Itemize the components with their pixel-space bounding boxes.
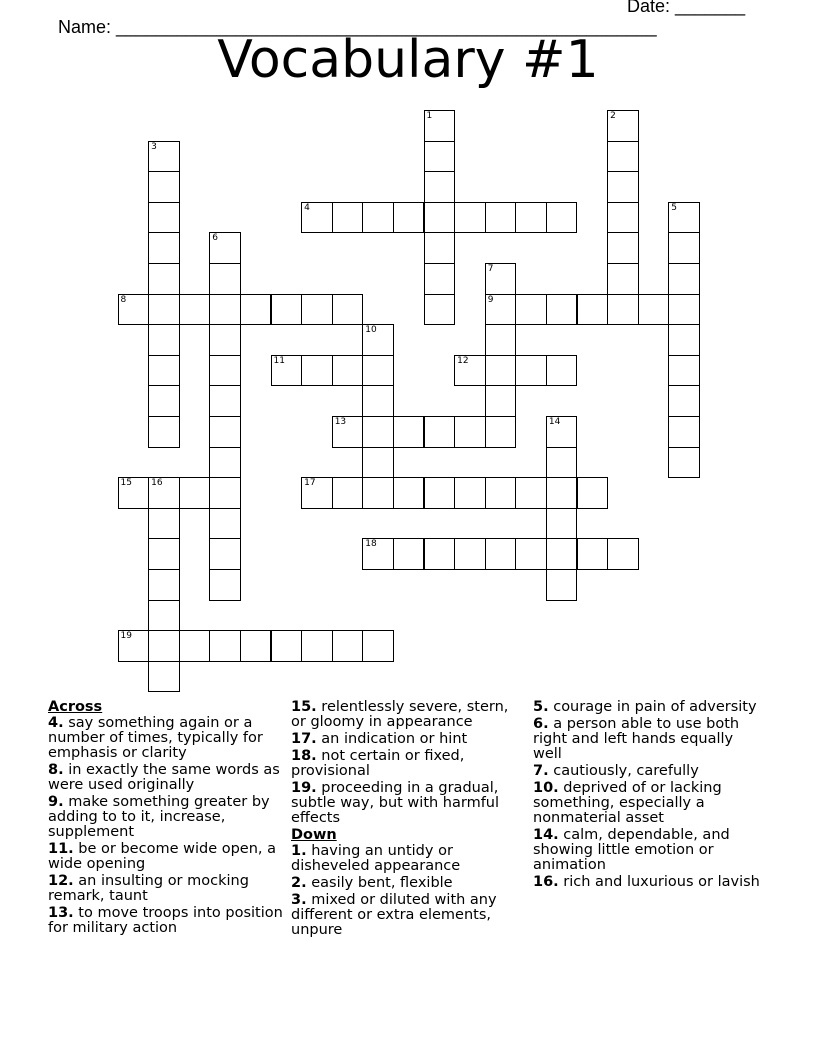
grid-cell[interactable]: [301, 630, 333, 662]
clue-number: 1: [426, 111, 433, 121]
grid-cell[interactable]: [485, 538, 517, 570]
grid-cell[interactable]: [209, 447, 241, 479]
grid-cell[interactable]: [424, 416, 456, 448]
grid-cell[interactable]: [209, 263, 241, 295]
grid-cell[interactable]: [638, 294, 670, 326]
clue-across-18: 18. not certain or fixed, provisional: [291, 748, 465, 779]
down-heading: Down: [291, 827, 337, 843]
grid-cell[interactable]: [332, 416, 364, 448]
grid-cell[interactable]: [240, 630, 272, 662]
grid-cell[interactable]: [393, 477, 425, 509]
grid-cell[interactable]: [485, 477, 517, 509]
clue-down-14: 14. calm, dependable, and showing little emotion or animation: [533, 827, 730, 873]
clue-number: 7: [487, 264, 494, 274]
date-line[interactable]: Date: _______: [627, 0, 746, 16]
clue-down-7: 7. cautiously, carefully: [533, 763, 699, 779]
clue-down-5: 5. courage in pain of adversity: [533, 699, 757, 715]
grid-cell[interactable]: [301, 294, 333, 326]
clue-down-2: 2. easily bent, flexible: [291, 875, 453, 891]
grid-cell[interactable]: [148, 630, 180, 662]
grid-cell[interactable]: [577, 477, 609, 509]
grid-cell[interactable]: [668, 232, 700, 264]
grid-cell[interactable]: [668, 202, 700, 234]
grid-cell[interactable]: [209, 385, 241, 417]
grid-cell[interactable]: [424, 171, 456, 203]
grid-cell[interactable]: [546, 569, 578, 601]
clue-number: 15: [120, 478, 132, 489]
grid-cell[interactable]: [179, 630, 211, 662]
grid-cell[interactable]: [424, 294, 456, 326]
grid-cell[interactable]: [607, 171, 639, 203]
grid-cell[interactable]: [148, 324, 180, 356]
grid-cell[interactable]: [668, 263, 700, 295]
grid-cell[interactable]: [209, 630, 241, 662]
grid-cell[interactable]: [454, 477, 486, 509]
grid-cell[interactable]: [362, 324, 394, 356]
clue-column-1: [48, 700, 283, 938]
grid-cell[interactable]: [424, 232, 456, 264]
grid-cell[interactable]: [148, 416, 180, 448]
grid-cell[interactable]: [148, 508, 180, 540]
grid-cell[interactable]: [148, 294, 180, 326]
page-title: Vocabulary #1: [217, 30, 599, 90]
grid-cell[interactable]: [485, 416, 517, 448]
grid-cell[interactable]: [209, 477, 241, 509]
grid-cell[interactable]: [148, 202, 180, 234]
grid-cell[interactable]: [301, 477, 333, 509]
grid-cell[interactable]: [668, 416, 700, 448]
clue-number: 13: [334, 417, 347, 427]
clue-number: 4: [304, 202, 310, 213]
grid-cell[interactable]: [546, 508, 578, 540]
grid-cell[interactable]: [424, 110, 456, 142]
grid-cell[interactable]: [209, 294, 241, 326]
grid-cell[interactable]: [485, 324, 517, 356]
grid-cell[interactable]: [393, 202, 425, 234]
grid-cell[interactable]: [209, 569, 241, 601]
grid-cell[interactable]: [362, 447, 394, 479]
grid-cell[interactable]: [362, 538, 394, 570]
grid-cell[interactable]: [515, 294, 547, 326]
grid-cell[interactable]: [209, 324, 241, 356]
clue-number: 18: [365, 539, 377, 550]
grid-cell[interactable]: [424, 263, 456, 295]
grid-cell[interactable]: [301, 202, 333, 234]
clue-number: 19: [120, 631, 132, 642]
clue-number: 12: [457, 355, 469, 366]
grid-cell[interactable]: [301, 355, 333, 387]
clue-down-16: 16. rich and luxurious or lavish: [533, 874, 760, 890]
grid-cell[interactable]: [668, 447, 700, 479]
grid-cell[interactable]: [546, 538, 578, 570]
grid-cell[interactable]: [332, 630, 364, 662]
clue-number: 3: [151, 141, 157, 152]
clue-number: 16: [151, 478, 163, 489]
grid-cell[interactable]: [118, 477, 150, 509]
grid-cell[interactable]: [424, 141, 456, 173]
grid-cell[interactable]: [332, 477, 364, 509]
clue-down-10: 10. deprived of or lacking something, especially a nonmaterial asset: [533, 780, 722, 826]
grid-cell[interactable]: [148, 263, 180, 295]
grid-cell[interactable]: [668, 294, 700, 326]
grid-cell[interactable]: [607, 294, 639, 326]
clue-across-13: 13. to move troops into position for military action: [48, 905, 283, 936]
grid-cell[interactable]: [209, 508, 241, 540]
grid-cell[interactable]: [485, 355, 517, 387]
grid-cell[interactable]: [148, 661, 180, 693]
clue-down-1: 1. having an untidy or disheveled appearance: [291, 843, 461, 874]
grid-cell[interactable]: [607, 141, 639, 173]
grid-cell[interactable]: [607, 110, 639, 142]
grid-cell[interactable]: [607, 538, 639, 570]
grid-cell[interactable]: [546, 202, 578, 234]
grid-cell[interactable]: [454, 416, 486, 448]
grid-cell[interactable]: [271, 355, 303, 387]
grid-cell[interactable]: [179, 294, 211, 326]
clue-number: 14: [548, 417, 561, 427]
grid-cell[interactable]: [118, 630, 150, 662]
grid-cell[interactable]: [393, 416, 425, 448]
grid-cell[interactable]: [454, 355, 486, 387]
grid-cell[interactable]: [393, 538, 425, 570]
grid-cell[interactable]: [362, 202, 394, 234]
grid-cell[interactable]: [454, 202, 486, 234]
grid-cell[interactable]: [271, 630, 303, 662]
grid-cell[interactable]: [209, 232, 241, 264]
grid-cell[interactable]: [148, 538, 180, 570]
grid-cell[interactable]: [118, 294, 150, 326]
grid-cell[interactable]: [577, 538, 609, 570]
grid-cell[interactable]: [424, 538, 456, 570]
grid-cell[interactable]: [148, 569, 180, 601]
grid-cell[interactable]: [362, 355, 394, 387]
name-line[interactable]: Name: ______________________________________________________: [58, 17, 657, 37]
grid-cell[interactable]: [515, 477, 547, 509]
grid-cell[interactable]: [209, 416, 241, 448]
grid-cell[interactable]: [485, 294, 517, 326]
grid-cell[interactable]: [179, 477, 211, 509]
grid-cell[interactable]: [148, 355, 180, 387]
grid-cell[interactable]: [332, 202, 364, 234]
clue-number: 8: [120, 294, 127, 305]
clue-number: 10: [365, 325, 377, 336]
grid-cell[interactable]: [546, 416, 578, 448]
grid-cell[interactable]: [209, 538, 241, 570]
grid-cell[interactable]: [577, 294, 609, 326]
clue-across-12: 12. an insulting or mocking remark, taunt: [48, 873, 249, 904]
grid-cell[interactable]: [362, 477, 394, 509]
grid-cell[interactable]: [485, 385, 517, 417]
grid-cell[interactable]: [332, 355, 364, 387]
grid-cell[interactable]: [271, 294, 303, 326]
across-heading: Across: [48, 699, 103, 715]
grid-cell[interactable]: [148, 477, 180, 509]
grid-cell[interactable]: [546, 447, 578, 479]
clue-column-3: [533, 700, 763, 892]
grid-cell[interactable]: [515, 355, 547, 387]
grid-cell[interactable]: [209, 355, 241, 387]
grid-cell[interactable]: [607, 232, 639, 264]
clue-number: 5: [671, 202, 678, 213]
clue-number: 17: [304, 478, 316, 489]
clue-across-4: 4. say something again or a number of times, typically for emphasis or clarity: [48, 715, 263, 761]
grid-cell[interactable]: [362, 385, 394, 417]
grid-cell[interactable]: [148, 141, 180, 173]
grid-cell[interactable]: [485, 202, 517, 234]
grid-cell[interactable]: [332, 294, 364, 326]
clue-column-2: [291, 700, 523, 940]
grid-cell[interactable]: [515, 202, 547, 234]
grid-cell[interactable]: [454, 538, 486, 570]
grid-cell[interactable]: [546, 355, 578, 387]
grid-cell[interactable]: [424, 202, 456, 234]
grid-cell[interactable]: [240, 294, 272, 326]
clue-across-9: 9. make something greater by adding to to it, increase, supplement: [48, 794, 270, 840]
grid-cell[interactable]: [668, 355, 700, 387]
clue-down-6: 6. a person able to use both right and left hands equally well: [533, 716, 740, 762]
clue-number: 6: [212, 233, 219, 244]
grid-cell[interactable]: [607, 202, 639, 234]
clue-number: 11: [273, 355, 285, 366]
grid-cell[interactable]: [607, 263, 639, 295]
grid-cell[interactable]: [148, 385, 180, 417]
clue-across-17: 17. an indication or hint: [291, 731, 468, 747]
clue-across-11: 11. be or become wide open, a wide opening: [48, 841, 277, 872]
grid-cell[interactable]: [546, 477, 578, 509]
grid-cell[interactable]: [485, 263, 517, 295]
grid-cell[interactable]: [148, 232, 180, 264]
clue-across-15: 15. relentlessly severe, stern, or gloomy in appearance: [291, 699, 509, 730]
grid-cell[interactable]: [362, 630, 394, 662]
grid-cell[interactable]: [148, 171, 180, 203]
grid-cell[interactable]: [362, 416, 394, 448]
grid-cell[interactable]: [668, 324, 700, 356]
clue-number: 9: [487, 294, 494, 305]
grid-cell[interactable]: [668, 385, 700, 417]
grid-cell[interactable]: [148, 600, 180, 632]
grid-cell[interactable]: [546, 294, 578, 326]
grid-cell[interactable]: [515, 538, 547, 570]
clue-number: 2: [610, 111, 616, 121]
clue-across-19: 19. proceeding in a gradual, subtle way, but with harmful effects: [291, 780, 500, 826]
clue-across-8: 8. in exactly the same words as were used originally: [48, 762, 280, 793]
grid-cell[interactable]: [424, 477, 456, 509]
clue-down-3: 3. mixed or diluted with any different or extra elements, unpure: [291, 892, 497, 938]
